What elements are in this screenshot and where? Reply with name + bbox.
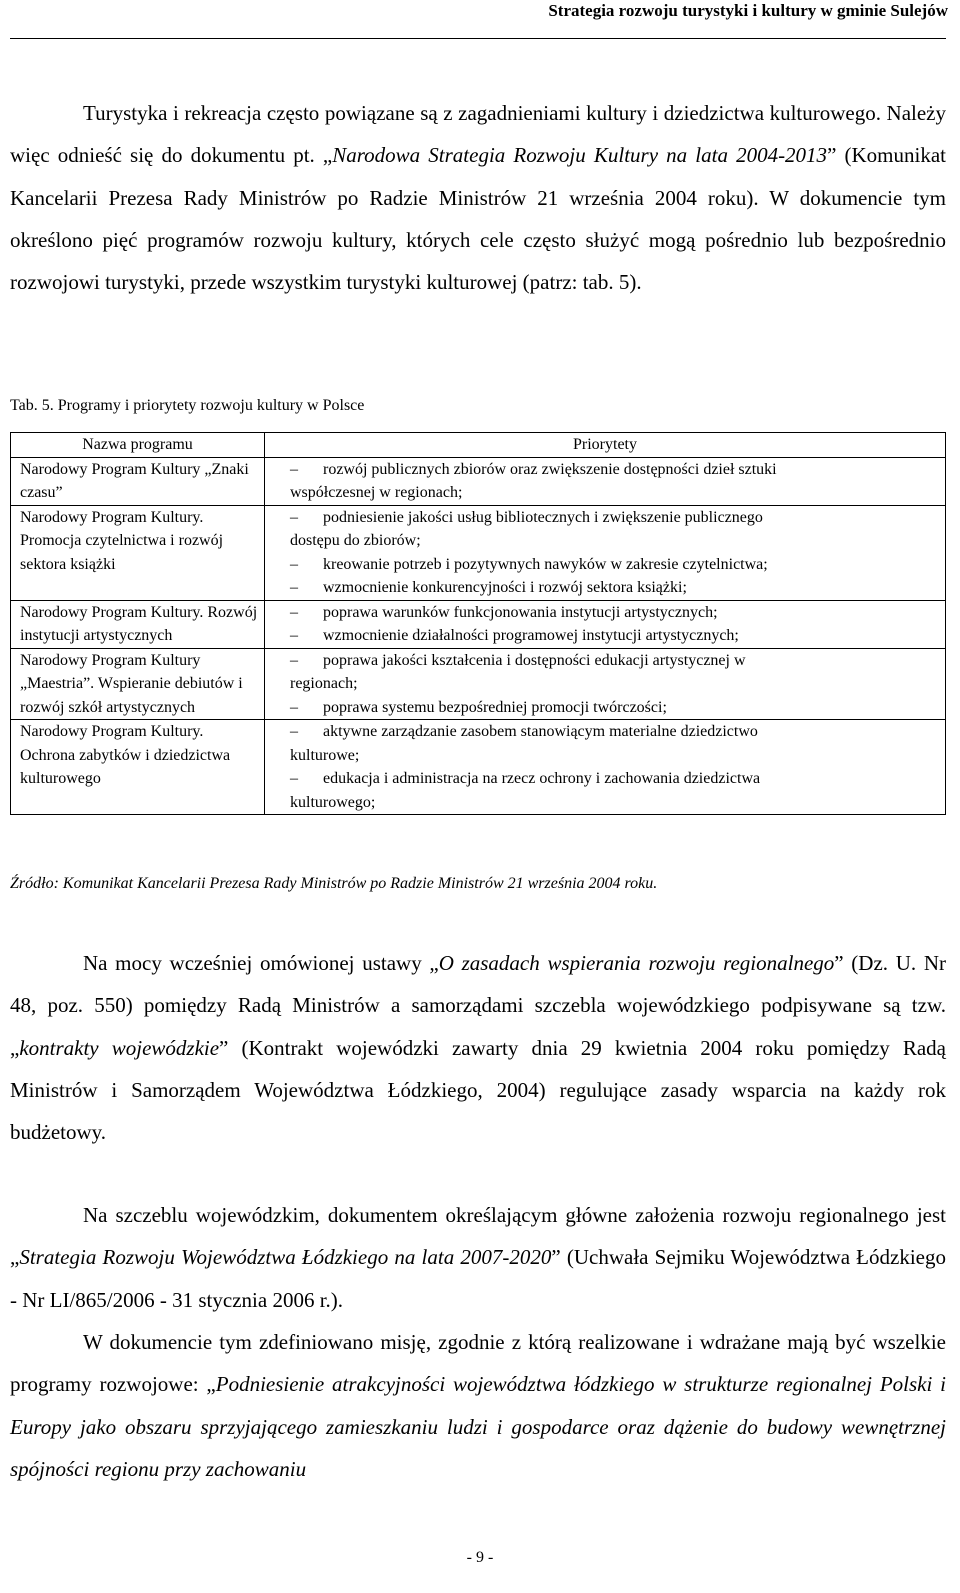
priority-text-continuation: współczesnej w regionach; — [290, 484, 463, 501]
priority-text: wzmocnienie konkurencyjności i rozwój sektora książki; — [323, 579, 687, 596]
priority-item — [290, 696, 939, 720]
table-caption: Tab. 5. Programy i priorytety rozwoju kultury w Polsce — [10, 397, 365, 414]
priority-bullet: – — [290, 770, 298, 787]
table-row — [11, 648, 946, 720]
priority-text-continuation: kulturowego; — [290, 793, 376, 811]
priority-item — [290, 767, 939, 791]
contract-term: kontrakty wojewódzkie — [19, 1035, 220, 1060]
priority-text-continuation: regionach; — [290, 675, 358, 692]
priority-bullet: – — [290, 460, 298, 478]
priority-bullet: – — [290, 508, 298, 526]
paragraph-regional-contracts — [10, 942, 946, 1153]
paragraph-text: Na szczeblu wojewódzkim, dokumentem określającym główne założenia rozwoju regionalnego jest „ — [10, 1203, 946, 1270]
priority-text: kreowanie potrzeb i pozytywnych nawyków w zakresie czytelnictwa; — [323, 555, 768, 573]
priority-bullet: – — [290, 555, 298, 573]
table-row — [11, 720, 946, 815]
program-name: Narodowy Program Kultury „Maestria”. Wspieranie debiutów i rozwój szkół artystycznych — [11, 648, 265, 720]
paragraph-text: Turystyka i rekreacja często powiązane są z zagadnieniami kultury i dziedzictwa kulturowego. Należy więc odnieść się do dokumentu pt. „ — [10, 101, 946, 168]
priority-text: rozwój publicznych zbiorów oraz zwiększenie dostępności dzieł sztuki — [323, 460, 777, 478]
priority-item — [290, 624, 939, 648]
priority-bullet: – — [290, 627, 298, 644]
priority-text: aktywne zarządzanie zasobem stanowiącym materialne dziedzictwo — [323, 723, 758, 740]
priority-item — [290, 649, 939, 673]
priority-text: podniesienie jakości usług bibliotecznych i zwiększenie publicznego — [323, 508, 763, 526]
paragraph-text: W dokumencie tym zdefiniowano misję, zgodnie z którą realizowane i wdrażane mają być wszelkie programy rozwojowe: „ — [10, 1330, 946, 1397]
paragraph-tourism-culture — [10, 92, 946, 303]
table-row — [11, 505, 946, 600]
program-name: Narodowy Program Kultury „Znaki czasu” — [11, 457, 265, 505]
paragraph-text: ” (Dz. U. Nr 48, poz. 550) pomiędzy Radą Ministrów a samorządami szczebla wojewódzkiego podpisywane są tzw. „ — [10, 951, 946, 1060]
priority-item — [290, 506, 939, 530]
program-priorities — [265, 505, 946, 600]
paragraph-mission — [10, 1321, 946, 1490]
programs-table — [10, 432, 946, 815]
priority-text: poprawa warunków funkcjonowania instytucji artystycznych; — [323, 603, 718, 621]
column-header-program: Nazwa programu — [11, 433, 265, 458]
priority-item — [290, 553, 939, 577]
priority-bullet: – — [290, 651, 298, 669]
paragraph-text: ” (Komunikat Kancelarii Prezesa Rady Ministrów po Radzie Ministrów 21 września 2004 roku). — [10, 143, 946, 210]
header-rule — [10, 38, 946, 39]
act-title: O zasadach wspierania rozwoju regionalnego — [438, 951, 835, 975]
priority-text: wzmocnienie działalności programowej instytucji artystycznych; — [323, 627, 739, 644]
table-row — [11, 457, 946, 505]
paragraph-voivodeship-strategy — [10, 1194, 946, 1321]
priority-bullet: – — [290, 603, 298, 621]
strategy-title: Strategia Rozwoju Województwa Łódzkiego na lata 2007-2020 — [19, 1245, 552, 1270]
priority-item — [290, 720, 939, 744]
table-row — [11, 600, 946, 648]
program-priorities — [265, 648, 946, 720]
paragraph-text: ” (Kontrakt wojewódzki zawarty dnia 29 kwietnia 2004 roku pomiędzy Radą Ministrów i Samorządem Województwa Łódzkiego, 2004) regulujące zasady wsparcia na każdy rok budżetowy. — [10, 1035, 946, 1145]
priority-bullet: – — [290, 698, 298, 716]
priority-bullet: – — [290, 579, 298, 596]
mission-statement: Podniesienie atrakcyjności województwa łódzkiego w strukturze regionalnej Polski i Europy jako obszaru sprzyjającego zamieszkaniu ludzi i gospodarce oraz dążenie do budowy wewnętrznej spójności regionu przy zachowaniu — [10, 1372, 946, 1481]
priority-bullet: – — [290, 723, 298, 740]
table-header-row — [11, 433, 946, 458]
program-priorities — [265, 457, 946, 505]
column-header-priorities: Priorytety — [265, 433, 946, 458]
priority-text: poprawa jakości kształcenia i dostępności edukacji artystycznej w — [323, 651, 746, 669]
priority-item — [290, 458, 939, 482]
priority-item — [290, 601, 939, 625]
program-name: Narodowy Program Kultury. Rozwój instytucji artystycznych — [11, 600, 265, 648]
document-title: Narodowa Strategia Rozwoju Kultury na lata 2004-2013 — [332, 143, 828, 168]
priority-text-continuation: dostępu do zbiorów; — [290, 532, 421, 549]
table-source: Źródło: Komunikat Kancelarii Prezesa Rady Ministrów po Radzie Ministrów 21 września 2004 roku. — [10, 875, 658, 892]
program-priorities — [265, 600, 946, 648]
priority-item — [290, 576, 939, 600]
program-name: Narodowy Program Kultury. Promocja czytelnictwa i rozwój sektora książki — [11, 505, 265, 600]
priority-text: edukacja i administracja na rzecz ochrony i zachowania dziedzictwa — [323, 770, 761, 787]
priority-text-continuation: kulturowe; — [290, 746, 360, 764]
paragraph-text: ” (Uchwała Sejmiku Województwa Łódzkiego - Nr LI/865/2006 - 31 stycznia 2006 r.). — [10, 1245, 946, 1312]
paragraph-text: W dokumencie tym określono pięć programów rozwoju kultury, których cele często służyć mogą pośrednio lub bezpośrednio rozwojowi turystyki, przede wszystkim turystyki kulturowej (patrz: tab. 5). — [10, 185, 946, 295]
page-number: - 9 - — [466, 1549, 494, 1566]
program-name: Narodowy Program Kultury. Ochrona zabytków i dziedzictwa kulturowego — [11, 720, 265, 815]
program-priorities — [265, 720, 946, 815]
paragraph-text: Na mocy wcześniej omówionej ustawy „ — [83, 951, 439, 975]
running-header: Strategia rozwoju turystyki i kultury w gminie Sulejów — [548, 1, 948, 20]
priority-text: poprawa systemu bezpośredniej promocji twórczości; — [323, 698, 667, 716]
